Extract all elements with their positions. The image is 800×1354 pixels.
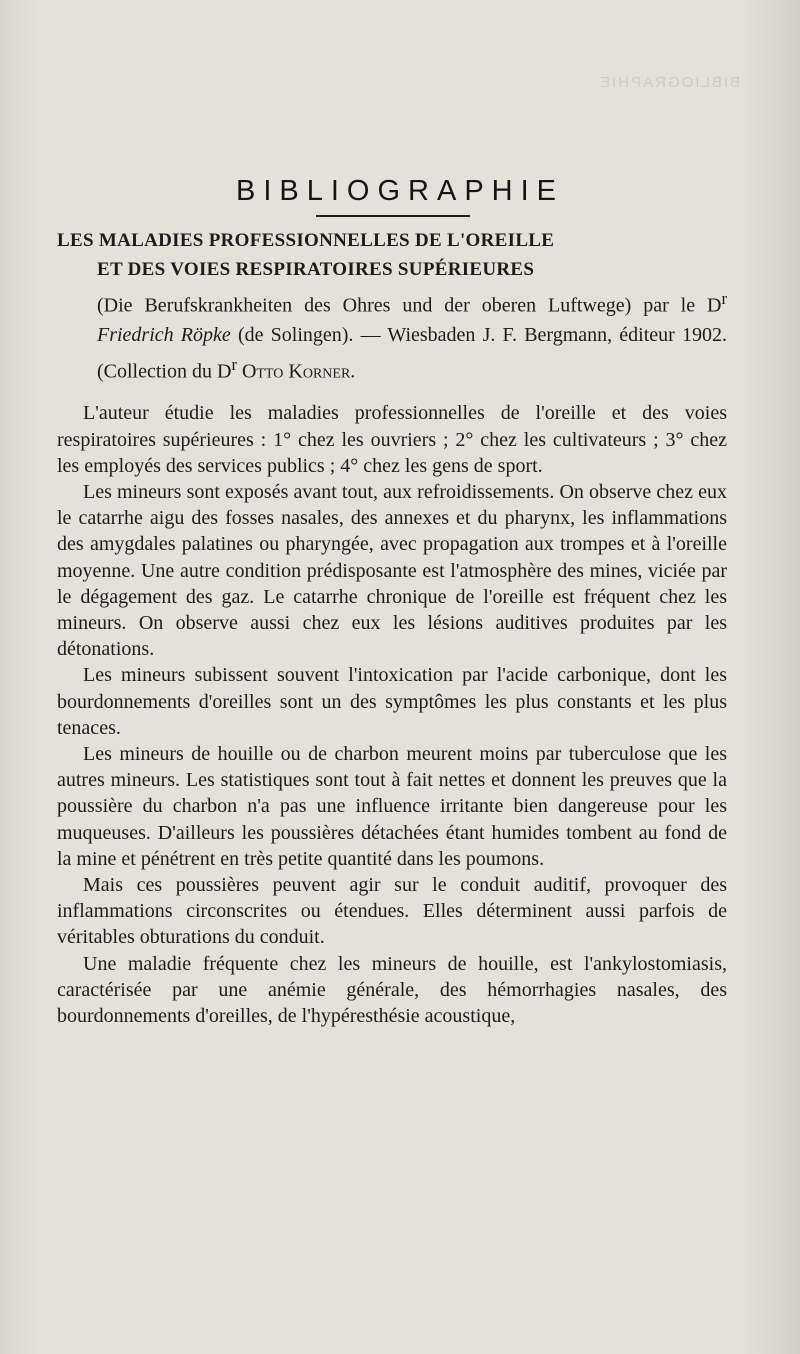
book-citation	[57, 284, 727, 386]
book-title	[57, 226, 727, 284]
citation-sup-1: r	[721, 289, 727, 308]
paragraph: Les mineurs de houille ou de charbon meurent moins par tuberculose que les autres mineurs. Les statistiques sont tout à fait nettes et donnent les preuves que la poussière du charbon n'a pas une influence irritante bien dangereuse pour les muqueuses. D'ailleurs les poussières détachées étant humides tombent au fond de la mine et pénétrent en très petite quantité dans les poumons.	[57, 742, 727, 870]
citation-text-1: (Die Berufskrankheiten des Ohres und der oberen Luftwege) par le D	[97, 294, 722, 317]
citation-text-2: (de Solingen). — Wiesbaden J. F. Bergmann, éditeur 1902. (Collection du D	[97, 323, 727, 383]
author-name: Friedrich Röpke	[97, 323, 231, 346]
section-heading: BIBLIOGRAPHIE	[235, 175, 564, 208]
book-title-line-1: LES MALADIES PROFESSIONNELLES DE L'OREILLE	[57, 230, 555, 251]
paragraph: Une maladie fréquente chez les mineurs de houille, est l'ankylostomiasis, caractérisée par une anémie générale, des hémorrhagies nasales, des bourdonnements d'oreilles, de l'hypéresthésie acoustique,	[57, 952, 727, 1027]
paragraph: Les mineurs subissent souvent l'intoxication par l'acide carbonique, dont les bourdonnements d'oreilles sont un des symptômes les plus constants et les plus tenaces.	[57, 664, 727, 739]
book-title-line-2: ET DES VOIES RESPIRATOIRES SUPÉRIEURES	[97, 259, 535, 280]
review-content	[57, 226, 727, 1029]
heading-rule	[316, 215, 470, 217]
collection-editor: Otto Korner	[241, 360, 351, 383]
paragraph: L'auteur étudie les maladies professionnelles de l'oreille et des voies respiratoires supérieures : 1° chez les ouvriers ; 2° chez les cultivateurs ; 3° chez les employés des services publics ; 4° chez les gens de sport.	[57, 402, 727, 477]
paragraph: Les mineurs sont exposés avant tout, aux refroidissements. On observe chez eux le catarrhe aigu des fosses nasales, des annexes et du pharynx, les inflammations des amygdales palatines ou pharyngée, avec propagation aux trompes et à l'oreille moyenne. Une autre condition prédisposante est l'atmosphère des mines, viciée par le dégagement des gaz. Le catarrhe chronique de l'oreille est fréquent chez les mineurs. On observe aussi chez eux les lésions auditives produites par les détonations.	[57, 480, 727, 661]
show-through-running-head: BIBLIOGRAPHIE	[598, 74, 740, 91]
review-body	[57, 400, 727, 1029]
citation-end: .	[350, 360, 356, 383]
citation-sup-2: r	[231, 354, 237, 374]
paragraph: Mais ces poussières peuvent agir sur le conduit auditif, provoquer des inflammations circonscrites ou étendues. Elles déterminent aussi parfois de véritables obturations du conduit.	[57, 873, 727, 949]
